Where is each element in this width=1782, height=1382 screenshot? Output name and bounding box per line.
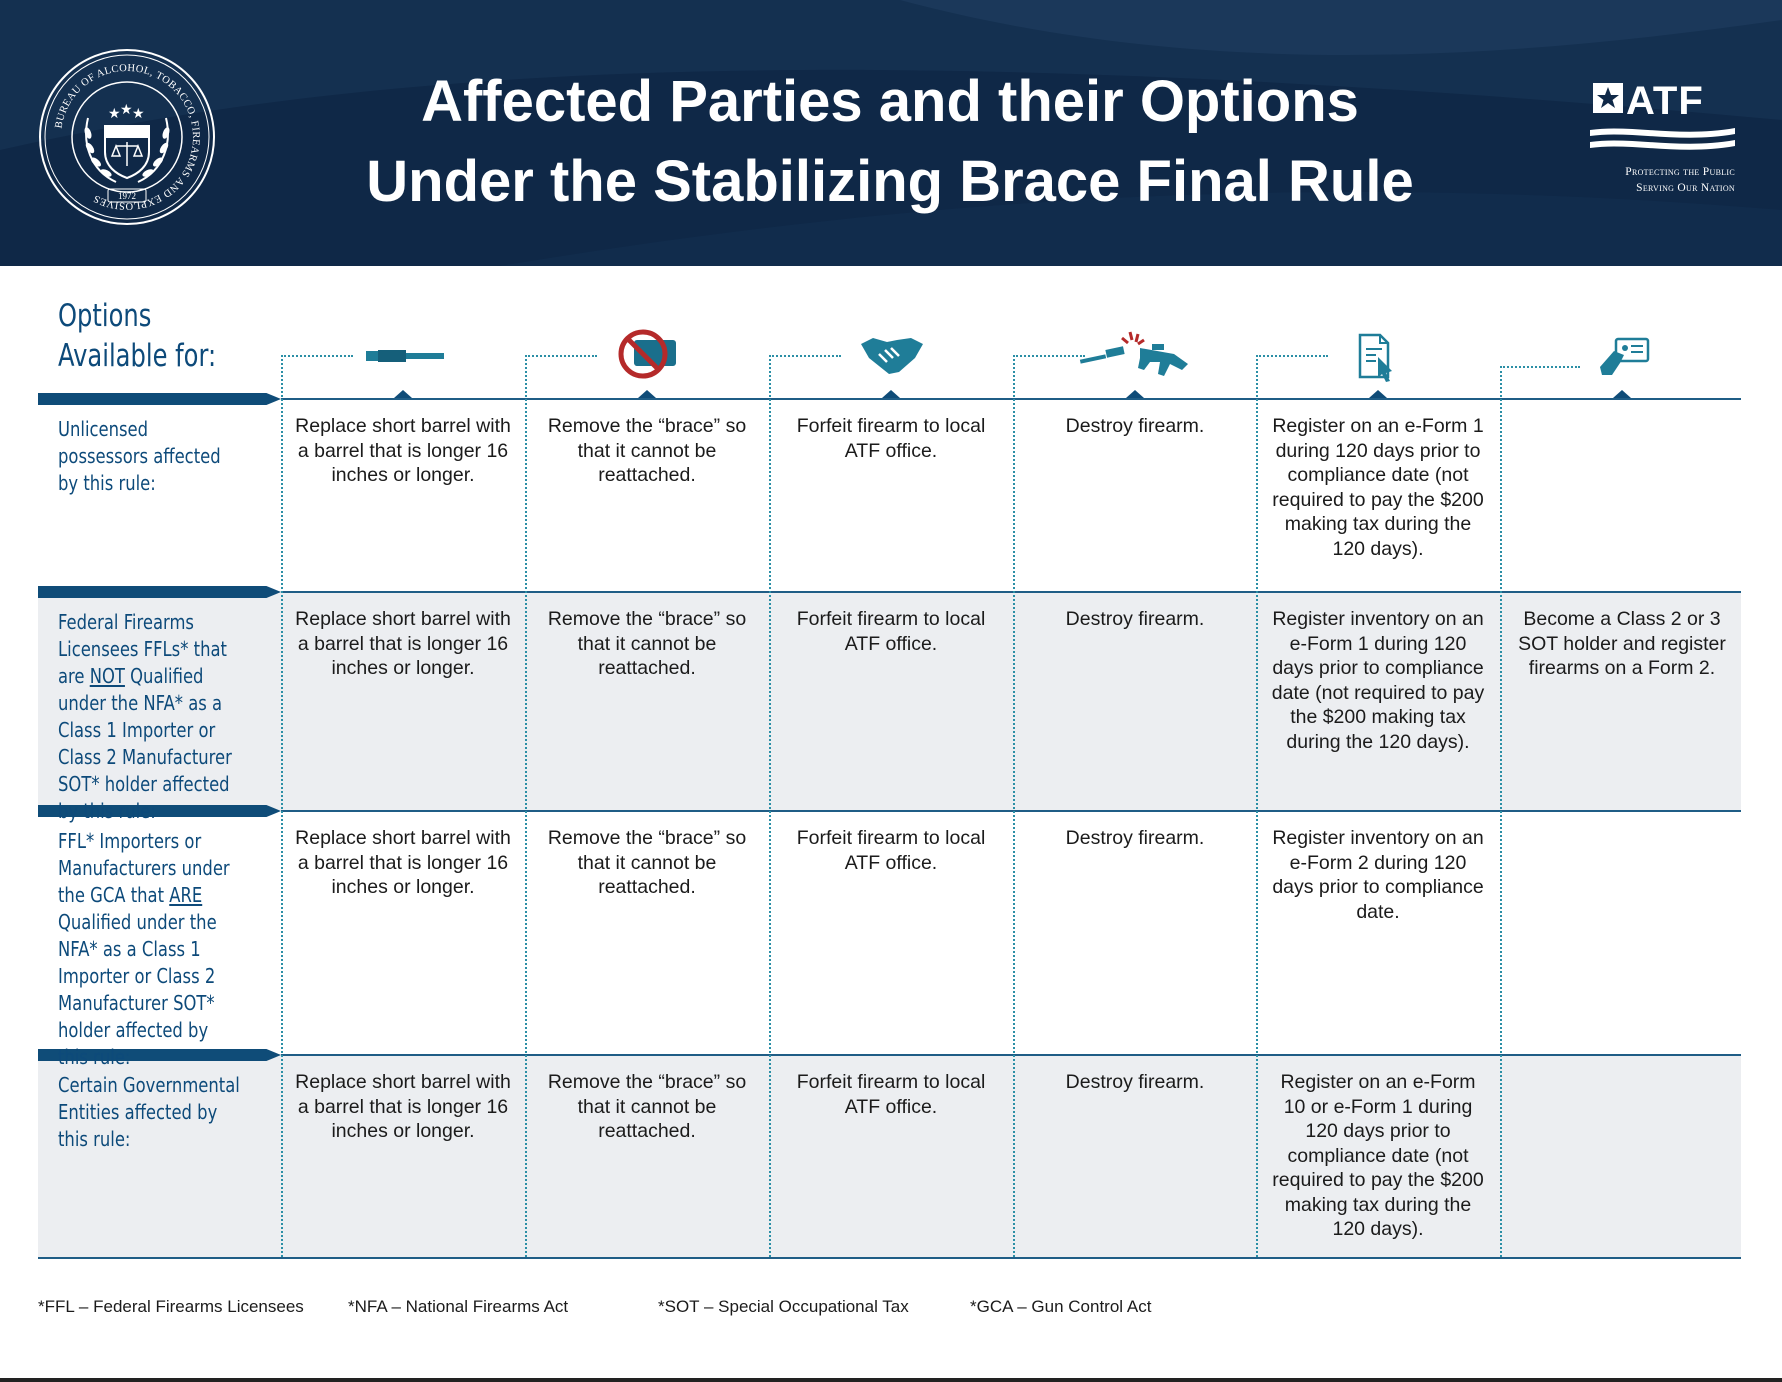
license-card-icon [1598, 337, 1650, 382]
column-divider [525, 355, 527, 1257]
option-cell: Destroy firearm. [1065, 608, 1205, 630]
row-divider [281, 1054, 1741, 1056]
option-cell: Replace short barrel with a barrel that is longer 16 inches or longer. [295, 415, 511, 486]
icon-connector [1500, 366, 1580, 368]
tagline-line-2: Serving Our Nation [1636, 182, 1735, 194]
column-notch [1369, 390, 1387, 398]
footnote-nfa: *NFA – National Firearms Act [348, 1297, 569, 1316]
option-cell: Forfeit firearm to local ATF office. [796, 608, 986, 655]
destroy-rifle-icon [1078, 330, 1190, 385]
icon-connector [769, 355, 841, 357]
atf-tagline [1590, 164, 1735, 196]
options-heading-line-1: Options [58, 298, 152, 334]
party-text: Unlicensed possessors affected by this rule: [58, 417, 221, 495]
party-text: FFL* Importers or Manufacturers under the GCA that [58, 829, 230, 907]
option-cell: Replace short barrel with a barrel that is longer 16 inches or longer. [295, 827, 511, 898]
option-cell: Destroy firearm. [1065, 1071, 1205, 1093]
affected-party-label [58, 609, 242, 825]
column-notch [882, 390, 900, 398]
option-cell: Replace short barrel with a barrel that is longer 16 inches or longer. [295, 608, 511, 679]
eform-document-icon [1356, 333, 1396, 388]
icon-connector [1256, 355, 1328, 357]
header-banner [0, 0, 1782, 266]
column-divider [1256, 355, 1258, 1257]
footnote-gca: *GCA – Gun Control Act [970, 1297, 1152, 1316]
option-cell: Become a Class 2 or 3 SOT holder and register firearms on a Form 2. [1518, 608, 1726, 679]
option-cell: Register inventory on an e-Form 1 during 120 days prior to compliance date (not required to pay the $200 making tax during the 120 days). [1271, 608, 1485, 753]
footnote-ffl: *FFL – Federal Firearms Licensees [38, 1297, 304, 1316]
option-cell: Forfeit firearm to local ATF office. [796, 415, 986, 462]
column-notch [394, 390, 412, 398]
atf-logo-word: ATF [1626, 79, 1704, 123]
svg-text:★: ★ [108, 106, 121, 122]
column-divider [769, 355, 771, 1257]
option-cell: Register on an e-Form 10 or e-Form 1 during 120 days prior to compliance date (not required to pay the $200 making tax during the 120 days). [1272, 1071, 1484, 1240]
option-cell: Destroy firearm. [1065, 415, 1205, 437]
flag-stripes-icon [1590, 124, 1735, 160]
column-divider [281, 355, 283, 1257]
option-cell: Remove the “brace” so that it cannot be reattached. [547, 415, 747, 486]
page-bottom-border [0, 1378, 1782, 1382]
page-title [300, 62, 1480, 222]
svg-text:BUREAU OF ALCOHOL, TOBACCO, FI: BUREAU OF ALCOHOL, TOBACCO, FIREARMS AND EXPLOSIVES [53, 62, 202, 212]
atf-logo [1590, 78, 1735, 198]
footnote-sot: *SOT – Special Occupational Tax [658, 1297, 909, 1316]
party-text: Certain Governmental Entities affected by this rule: [58, 1073, 240, 1151]
affected-party-label [58, 1072, 242, 1153]
icon-connector [1013, 355, 1085, 357]
title-line-1: Affected Parties and their Options [421, 69, 1359, 134]
row-divider [281, 810, 1741, 812]
row-arrow-marker [38, 586, 281, 598]
atf-seal-logo [38, 48, 216, 226]
title-line-2: Under the Stabilizing Brace Final Rule [366, 149, 1414, 214]
row-arrow-marker [38, 393, 281, 405]
options-heading-line-2: Available for: [58, 338, 217, 374]
option-cell: Destroy firearm. [1065, 827, 1205, 849]
option-cell: Replace short barrel with a barrel that is longer 16 inches or longer. [295, 1071, 511, 1142]
column-divider [1500, 366, 1502, 1257]
no-brace-icon [618, 328, 678, 385]
party-text: Qualified under the NFA* as a Class 1 Importer or Class 2 Manufacturer SOT* holder affected by this rule: [58, 910, 217, 1069]
row-divider [281, 591, 1741, 593]
option-cell: Register on an e-Form 1 during 120 days prior to compliance date (not required to pay the $200 making tax during the 120 days). [1272, 415, 1484, 560]
tagline-line-1: Protecting the Public [1625, 166, 1735, 178]
party-emphasis: NOT [89, 664, 125, 688]
table-bottom-line [38, 1257, 1741, 1259]
column-divider [1013, 355, 1015, 1257]
option-cell: Register inventory on an e-Form 2 during 120 days prior to compliance date. [1272, 827, 1484, 923]
affected-party-label [58, 416, 242, 497]
svg-text:★: ★ [120, 102, 133, 118]
row-divider [281, 398, 1741, 400]
affected-party-label [58, 828, 242, 1071]
icon-connector [281, 355, 353, 357]
star-icon [1593, 83, 1623, 113]
column-notch [1126, 390, 1144, 398]
option-cell: Forfeit firearm to local ATF office. [796, 1071, 986, 1118]
column-notch [638, 390, 656, 398]
option-cell: Remove the “brace” so that it cannot be reattached. [547, 1071, 747, 1142]
column-notch [1613, 390, 1631, 398]
option-cell: Remove the “brace” so that it cannot be reattached. [547, 608, 747, 679]
svg-text:1972: 1972 [118, 191, 136, 201]
svg-text:★: ★ [132, 106, 145, 122]
party-emphasis: ARE [169, 883, 203, 907]
handshake-icon [859, 332, 925, 383]
options-heading [58, 296, 230, 376]
barrel-icon [366, 346, 444, 371]
option-cell: Remove the “brace” so that it cannot be reattached. [547, 827, 747, 898]
option-cell: Forfeit firearm to local ATF office. [796, 827, 986, 874]
icon-connector [525, 355, 597, 357]
party-text: Qualified under the NFA* as a Class 1 Importer or Class 2 Manufacturer SOT* holder affected by this rule: [58, 664, 232, 823]
party-text: Federal Firearms Licensees FFLs* that are [58, 610, 227, 688]
